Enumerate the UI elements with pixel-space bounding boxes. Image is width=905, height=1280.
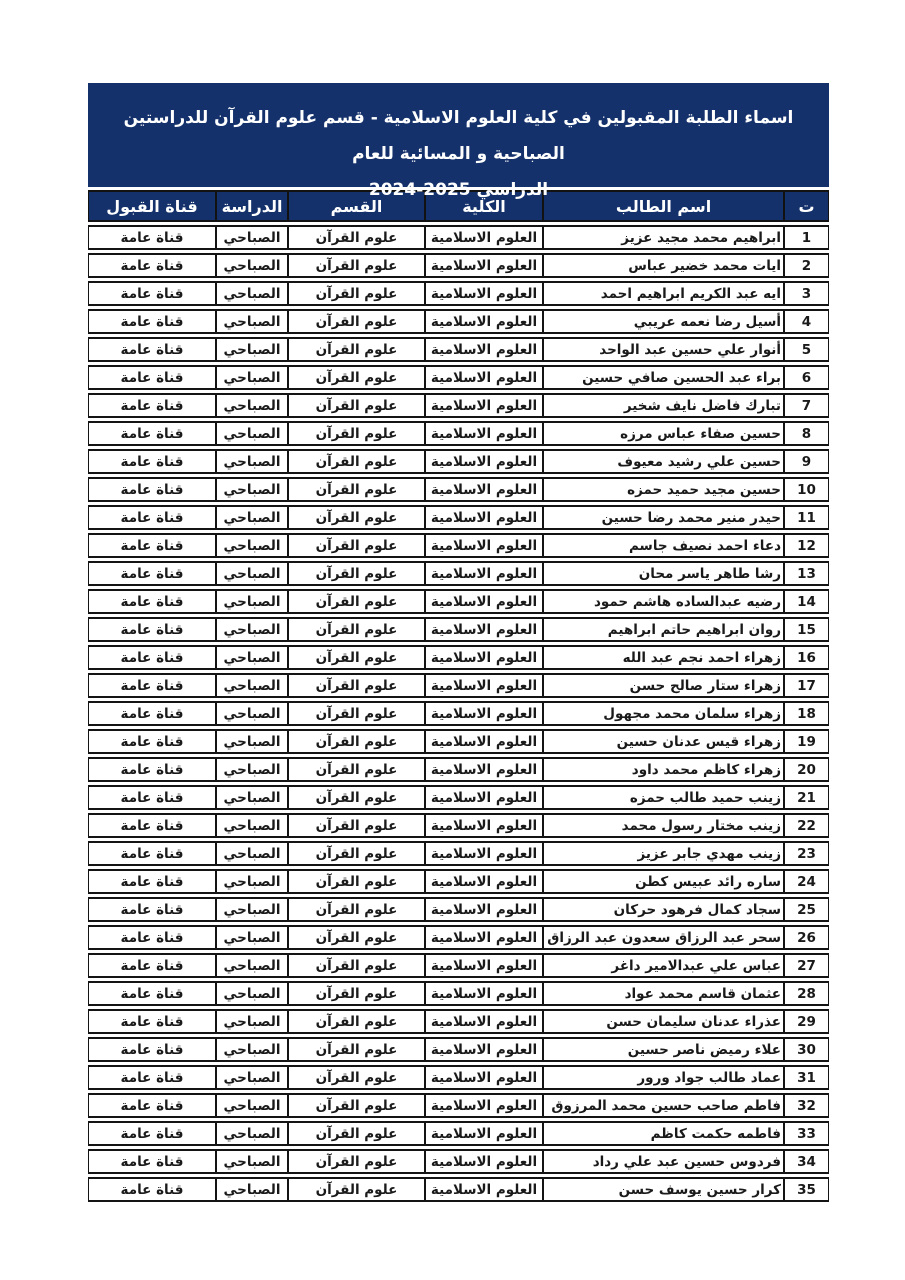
cell-index: 34 [784,1149,829,1174]
cell-study: الصباحي [216,281,288,306]
cell-name: زهراء ستار صالح حسن [543,673,784,698]
table-row [88,309,829,334]
cell-study: الصباحي [216,981,288,1006]
cell-college: العلوم الاسلامية [425,393,543,418]
cell-name: روان ابراهيم حاتم ابراهيم [543,617,784,642]
cell-index: 9 [784,449,829,474]
cell-study: الصباحي [216,477,288,502]
cell-index: 12 [784,533,829,558]
cell-channel: قناة عامة [88,505,216,530]
cell-index: 17 [784,673,829,698]
cell-dept: علوم القرآن [288,253,425,278]
cell-study: الصباحي [216,813,288,838]
cell-dept: علوم القرآن [288,757,425,782]
students-table [88,187,829,1205]
table-row [88,673,829,698]
cell-college: العلوم الاسلامية [425,589,543,614]
cell-college: العلوم الاسلامية [425,309,543,334]
cell-study: الصباحي [216,757,288,782]
cell-study: الصباحي [216,785,288,810]
cell-index: 3 [784,281,829,306]
cell-channel: قناة عامة [88,617,216,642]
cell-dept: علوم القرآن [288,309,425,334]
table-row [88,477,829,502]
cell-study: الصباحي [216,1177,288,1202]
cell-college: العلوم الاسلامية [425,1121,543,1146]
cell-channel: قناة عامة [88,253,216,278]
cell-college: العلوم الاسلامية [425,1065,543,1090]
cell-dept: علوم القرآن [288,421,425,446]
cell-study: الصباحي [216,1093,288,1118]
cell-college: العلوم الاسلامية [425,981,543,1006]
cell-name: زينب مهدي جابر عزيز [543,841,784,866]
cell-dept: علوم القرآن [288,1121,425,1146]
cell-channel: قناة عامة [88,701,216,726]
cell-index: 14 [784,589,829,614]
cell-name: فردوس حسين عبد علي رداد [543,1149,784,1174]
cell-dept: علوم القرآن [288,869,425,894]
cell-study: الصباحي [216,645,288,670]
cell-college: العلوم الاسلامية [425,757,543,782]
table-row [88,393,829,418]
cell-index: 2 [784,253,829,278]
col-header-dept: القسم [288,190,425,222]
cell-dept: علوم القرآن [288,897,425,922]
cell-name: ساره رائد عبيس كطن [543,869,784,894]
cell-dept: علوم القرآن [288,981,425,1006]
cell-channel: قناة عامة [88,561,216,586]
cell-channel: قناة عامة [88,897,216,922]
cell-dept: علوم القرآن [288,813,425,838]
cell-index: 35 [784,1177,829,1202]
cell-study: الصباحي [216,365,288,390]
cell-name: حسين مجيد حميد حمزه [543,477,784,502]
cell-college: العلوم الاسلامية [425,225,543,250]
cell-name: فاطم صاحب حسين محمد المرزوق [543,1093,784,1118]
cell-index: 13 [784,561,829,586]
cell-index: 23 [784,841,829,866]
cell-name: فاطمه حكمت كاظم [543,1121,784,1146]
cell-index: 5 [784,337,829,362]
cell-study: الصباحي [216,1009,288,1034]
cell-college: العلوم الاسلامية [425,253,543,278]
col-header-name: اسم الطالب [543,190,784,222]
cell-college: العلوم الاسلامية [425,869,543,894]
cell-index: 29 [784,1009,829,1034]
table-row [88,449,829,474]
cell-study: الصباحي [216,421,288,446]
table-row [88,533,829,558]
table-row [88,589,829,614]
cell-name: أسيل رضا نعمه عريبي [543,309,784,334]
cell-college: العلوم الاسلامية [425,421,543,446]
table-row [88,953,829,978]
cell-channel: قناة عامة [88,673,216,698]
table-row [88,869,829,894]
cell-dept: علوم القرآن [288,589,425,614]
cell-name: سحر عبد الرزاق سعدون عبد الرزاق [543,925,784,950]
cell-channel: قناة عامة [88,813,216,838]
cell-channel: قناة عامة [88,1037,216,1062]
cell-index: 26 [784,925,829,950]
col-header-channel: قناة القبول [88,190,216,222]
cell-study: الصباحي [216,533,288,558]
cell-study: الصباحي [216,1121,288,1146]
cell-college: العلوم الاسلامية [425,729,543,754]
cell-channel: قناة عامة [88,589,216,614]
cell-channel: قناة عامة [88,1065,216,1090]
cell-channel: قناة عامة [88,225,216,250]
cell-college: العلوم الاسلامية [425,365,543,390]
cell-index: 22 [784,813,829,838]
cell-name: زهراء قيس عدنان حسين [543,729,784,754]
cell-index: 31 [784,1065,829,1090]
cell-dept: علوم القرآن [288,1177,425,1202]
cell-college: العلوم الاسلامية [425,953,543,978]
page-title-line2: الدراسي 2025-2024 [368,180,549,200]
cell-college: العلوم الاسلامية [425,701,543,726]
cell-name: عذراء عدنان سليمان حسن [543,1009,784,1034]
cell-index: 18 [784,701,829,726]
cell-college: العلوم الاسلامية [425,281,543,306]
cell-name: رضيه عبدالساده هاشم حمود [543,589,784,614]
cell-channel: قناة عامة [88,365,216,390]
cell-name: براء عبد الحسين صافي حسين [543,365,784,390]
cell-channel: قناة عامة [88,337,216,362]
cell-college: العلوم الاسلامية [425,1037,543,1062]
table-row [88,1149,829,1174]
table-row [88,1065,829,1090]
cell-study: الصباحي [216,561,288,586]
col-header-study: الدراسة [216,190,288,222]
cell-name: عثمان قاسم محمد عواد [543,981,784,1006]
cell-index: 20 [784,757,829,782]
cell-college: العلوم الاسلامية [425,1177,543,1202]
cell-study: الصباحي [216,1065,288,1090]
table-row [88,1009,829,1034]
cell-dept: علوم القرآن [288,785,425,810]
cell-channel: قناة عامة [88,393,216,418]
cell-channel: قناة عامة [88,1121,216,1146]
cell-index: 16 [784,645,829,670]
cell-index: 8 [784,421,829,446]
cell-channel: قناة عامة [88,309,216,334]
cell-dept: علوم القرآن [288,1093,425,1118]
table-row [88,421,829,446]
table-row [88,897,829,922]
cell-college: العلوم الاسلامية [425,1093,543,1118]
cell-name: زينب مختار رسول محمد [543,813,784,838]
cell-study: الصباحي [216,841,288,866]
table-row [88,1037,829,1062]
cell-college: العلوم الاسلامية [425,477,543,502]
cell-dept: علوم القرآن [288,1009,425,1034]
cell-channel: قناة عامة [88,1177,216,1202]
cell-dept: علوم القرآن [288,477,425,502]
cell-dept: علوم القرآن [288,561,425,586]
cell-index: 19 [784,729,829,754]
cell-college: العلوم الاسلامية [425,1009,543,1034]
table-body [88,225,829,1202]
cell-name: ايات محمد خضير عباس [543,253,784,278]
cell-study: الصباحي [216,729,288,754]
cell-index: 15 [784,617,829,642]
cell-channel: قناة عامة [88,449,216,474]
cell-college: العلوم الاسلامية [425,897,543,922]
cell-study: الصباحي [216,869,288,894]
cell-study: الصباحي [216,253,288,278]
cell-index: 27 [784,953,829,978]
cell-study: الصباحي [216,589,288,614]
cell-college: العلوم الاسلامية [425,841,543,866]
table-row [88,757,829,782]
cell-channel: قناة عامة [88,1149,216,1174]
cell-dept: علوم القرآن [288,645,425,670]
cell-dept: علوم القرآن [288,365,425,390]
table-row [88,729,829,754]
cell-study: الصباحي [216,1037,288,1062]
cell-college: العلوم الاسلامية [425,337,543,362]
cell-study: الصباحي [216,505,288,530]
cell-channel: قناة عامة [88,421,216,446]
cell-dept: علوم القرآن [288,953,425,978]
cell-index: 11 [784,505,829,530]
cell-study: الصباحي [216,393,288,418]
cell-index: 25 [784,897,829,922]
cell-dept: علوم القرآن [288,673,425,698]
cell-college: العلوم الاسلامية [425,1149,543,1174]
cell-study: الصباحي [216,309,288,334]
cell-college: العلوم الاسلامية [425,449,543,474]
table-row [88,813,829,838]
cell-study: الصباحي [216,617,288,642]
table-row [88,841,829,866]
cell-dept: علوم القرآن [288,505,425,530]
cell-dept: علوم القرآن [288,337,425,362]
cell-study: الصباحي [216,449,288,474]
cell-channel: قناة عامة [88,925,216,950]
cell-name: زهراء كاظم محمد داود [543,757,784,782]
cell-name: ابراهيم محمد مجيد عزيز [543,225,784,250]
cell-name: حيدر منير محمد رضا حسين [543,505,784,530]
cell-college: العلوم الاسلامية [425,561,543,586]
cell-college: العلوم الاسلامية [425,617,543,642]
table-row [88,925,829,950]
cell-dept: علوم القرآن [288,1065,425,1090]
col-header-college: الكلية [425,190,543,222]
table-row [88,1177,829,1202]
cell-college: العلوم الاسلامية [425,673,543,698]
cell-index: 7 [784,393,829,418]
cell-dept: علوم القرآن [288,281,425,306]
cell-index: 21 [784,785,829,810]
cell-name: زينب حميد طالب حمزه [543,785,784,810]
cell-name: زهراء احمد نجم عبد الله [543,645,784,670]
cell-channel: قناة عامة [88,533,216,558]
table-row [88,505,829,530]
cell-dept: علوم القرآن [288,617,425,642]
cell-dept: علوم القرآن [288,925,425,950]
cell-dept: علوم القرآن [288,393,425,418]
table-row [88,617,829,642]
table-row [88,225,829,250]
table-row [88,785,829,810]
cell-index: 10 [784,477,829,502]
page-title-line1: اسماء الطلبة المقبولين في كلية العلوم الاسلامية - قسم علوم القرآن للدراستين الصباحية و المسائية للعام [123,108,794,164]
cell-name: ايه عبد الكريم ابراهيم احمد [543,281,784,306]
cell-name: دعاء احمد نصيف جاسم [543,533,784,558]
cell-college: العلوم الاسلامية [425,813,543,838]
cell-dept: علوم القرآن [288,841,425,866]
cell-channel: قناة عامة [88,281,216,306]
cell-index: 4 [784,309,829,334]
cell-study: الصباحي [216,1149,288,1174]
cell-study: الصباحي [216,925,288,950]
cell-study: الصباحي [216,897,288,922]
cell-index: 33 [784,1121,829,1146]
cell-dept: علوم القرآن [288,1037,425,1062]
table-row [88,281,829,306]
cell-name: سجاد كمال فرهود حركان [543,897,784,922]
cell-dept: علوم القرآن [288,701,425,726]
cell-name: حسين علي رشيد معيوف [543,449,784,474]
cell-name: كرار حسين يوسف حسن [543,1177,784,1202]
table-row [88,365,829,390]
cell-index: 30 [784,1037,829,1062]
cell-study: الصباحي [216,953,288,978]
cell-channel: قناة عامة [88,477,216,502]
cell-channel: قناة عامة [88,981,216,1006]
cell-dept: علوم القرآن [288,533,425,558]
cell-name: علاء رميض ناصر حسين [543,1037,784,1062]
cell-name: زهراء سلمان محمد مجهول [543,701,784,726]
cell-college: العلوم الاسلامية [425,785,543,810]
cell-index: 1 [784,225,829,250]
cell-dept: علوم القرآن [288,1149,425,1174]
cell-college: العلوم الاسلامية [425,645,543,670]
cell-dept: علوم القرآن [288,225,425,250]
cell-study: الصباحي [216,701,288,726]
cell-study: الصباحي [216,673,288,698]
table-row [88,645,829,670]
cell-college: العلوم الاسلامية [425,533,543,558]
col-header-index: ت [784,190,829,222]
cell-index: 24 [784,869,829,894]
table-row [88,1121,829,1146]
cell-channel: قناة عامة [88,841,216,866]
cell-index: 32 [784,1093,829,1118]
cell-college: العلوم الاسلامية [425,925,543,950]
cell-channel: قناة عامة [88,869,216,894]
cell-index: 28 [784,981,829,1006]
table-row [88,981,829,1006]
table-row [88,253,829,278]
table-row [88,561,829,586]
cell-name: رشا طاهر ياسر محان [543,561,784,586]
cell-channel: قناة عامة [88,1093,216,1118]
cell-name: عماد طالب جواد ورور [543,1065,784,1090]
table-row [88,337,829,362]
table-row [88,1093,829,1118]
title-banner [88,83,829,200]
cell-channel: قناة عامة [88,645,216,670]
cell-channel: قناة عامة [88,785,216,810]
cell-study: الصباحي [216,225,288,250]
table-row [88,701,829,726]
cell-name: أنوار علي حسين عبد الواحد [543,337,784,362]
cell-index: 6 [784,365,829,390]
cell-study: الصباحي [216,337,288,362]
cell-name: حسين صفاء عباس مرزه [543,421,784,446]
cell-channel: قناة عامة [88,1009,216,1034]
cell-dept: علوم القرآن [288,449,425,474]
cell-name: عباس علي عبدالامير داغر [543,953,784,978]
document-sheet [88,83,829,1205]
cell-channel: قناة عامة [88,953,216,978]
cell-dept: علوم القرآن [288,729,425,754]
cell-channel: قناة عامة [88,729,216,754]
cell-channel: قناة عامة [88,757,216,782]
cell-name: تبارك فاضل نايف شخير [543,393,784,418]
cell-college: العلوم الاسلامية [425,505,543,530]
